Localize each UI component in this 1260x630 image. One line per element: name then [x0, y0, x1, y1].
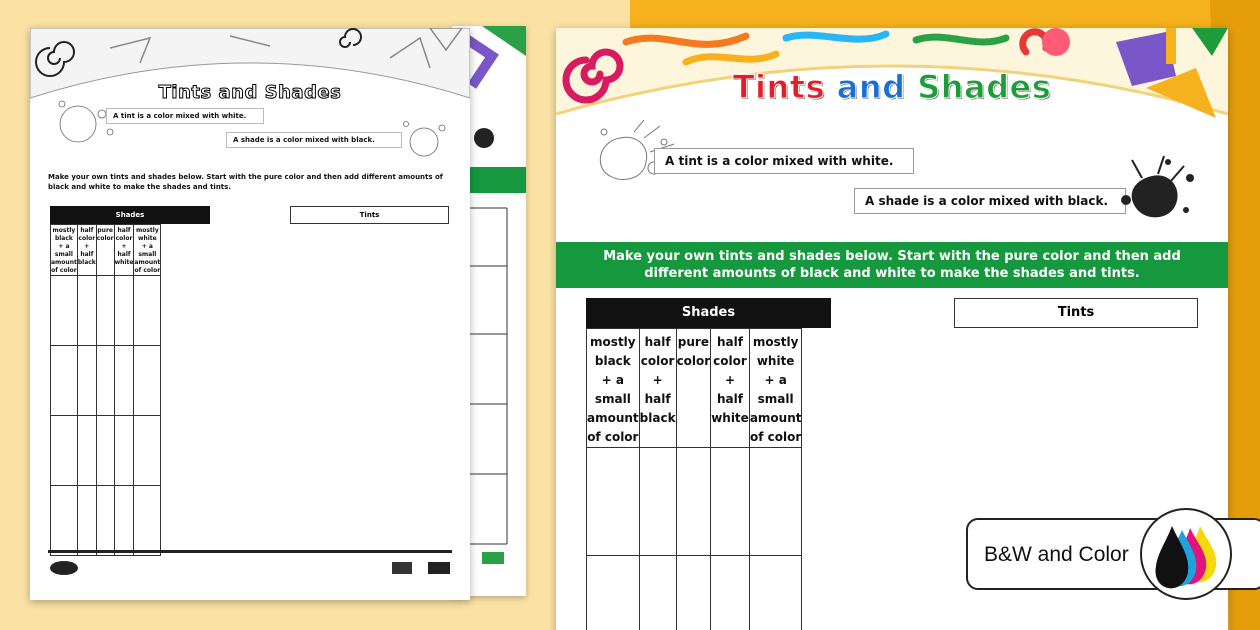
- bw-col-half-black: half color + half black: [77, 225, 96, 276]
- color-grid: [586, 328, 802, 630]
- badge-label: B&W and Color: [984, 543, 1129, 566]
- title-word-tints: Tints: [732, 68, 826, 106]
- bw-footer-line: [48, 550, 452, 553]
- table-row: [587, 556, 802, 630]
- color-col-mostly-white: mostly white + a small amount of color: [749, 329, 802, 448]
- bw-shades-header: Shades: [50, 206, 210, 224]
- bw-grid: [50, 224, 161, 556]
- bw-instructions: Make your own tints and shades below. Start with the pure color and then add different amounts of black and white to make the shades and tints.: [48, 173, 443, 191]
- table-row: [587, 448, 802, 556]
- table-row: [51, 346, 161, 416]
- bw-title: Tints and Shades: [158, 82, 342, 103]
- color-title: [556, 68, 1228, 106]
- color-col-half-white: half color + half white: [711, 329, 750, 448]
- bw-shade-definition: A shade is a color mixed with black.: [226, 132, 402, 148]
- title-word-and: and: [836, 68, 906, 106]
- color-col-half-black: half color + half black: [639, 329, 676, 448]
- bw-worksheet: [30, 28, 470, 600]
- black-paint-splat-icon: [1112, 152, 1202, 232]
- bw-footer-logos: [48, 558, 452, 580]
- instructions-line-1: Make your own tints and shades below. Start with the pure color and then add: [603, 249, 1181, 264]
- bw-col-pure-color: pure color: [96, 225, 114, 276]
- table-row: [51, 416, 161, 486]
- bw-col-mostly-white: mostly white + a small amount of color: [134, 225, 161, 276]
- ink-drops-icon: [1142, 510, 1230, 598]
- bw-col-half-white: half color + half white: [114, 225, 134, 276]
- color-tints-header: Tints: [954, 298, 1198, 328]
- color-shade-definition: A shade is a color mixed with black.: [854, 188, 1126, 214]
- title-word-shades: Shades: [917, 68, 1052, 106]
- bw-tint-definition: A tint is a color mixed with white.: [106, 108, 264, 124]
- table-row: [51, 276, 161, 346]
- color-col-mostly-black: mostly black + a small amount of color: [587, 329, 640, 448]
- bw-tints-header: Tints: [290, 206, 449, 224]
- color-instructions-banner: [556, 242, 1228, 288]
- bw-col-mostly-black: mostly black + a small amount of color: [51, 225, 78, 276]
- badge-icon-circle: [1140, 508, 1232, 600]
- table-row: [51, 486, 161, 556]
- color-tint-definition: A tint is a color mixed with white.: [654, 148, 914, 174]
- color-shades-header: Shades: [586, 298, 831, 328]
- white-splat-small-icon: [394, 112, 454, 164]
- instructions-line-2: different amounts of black and white to make the shades and tints.: [644, 266, 1140, 281]
- color-col-pure-color: pure color: [676, 329, 711, 448]
